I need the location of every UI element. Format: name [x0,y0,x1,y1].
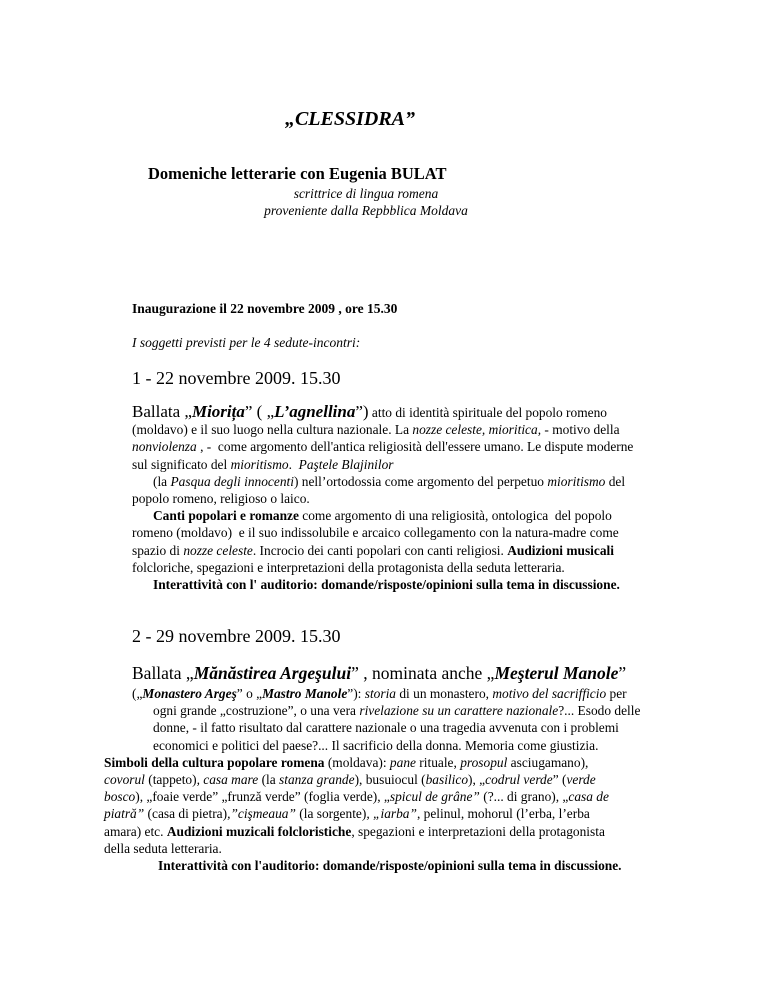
session-2-line: amara) etc. Audizioni muzicali folcloristiche, spegazioni e interpretazioni della protagonista [104,823,605,839]
session-2-line: Ballata „Mănăstirea Argeşului” , nominata anche „Meşterul Manole” [132,663,627,683]
session-2-line: („Monastero Argeş” o „Mastro Manole”): storia di un monastero, motivo del sacrifficio per [132,686,627,701]
session-2-line: bosco), „foaie verde” „frunză verde” (foglia verde), „spicul de grâne” (?... di grano), „casa de [104,789,609,805]
session-1-body [132,403,633,593]
session-2-heading: 2 - 29 novembre 2009. 15.30 [132,626,341,646]
session-2-line: piatră” (casa di pietra),”cişmeaua” (la sorgente), „iarba”, pelinul, mohorul (l’erba, l’erba [104,806,590,822]
session-1-line: Canti popolari e romanze come argomento di una religiosità, ontologica del popolo [153,508,612,524]
session-2-line: ogni grande „costruzione”, o una vera rivelazione su un carattere nazionale?... Esodo delle [153,703,641,719]
session-1-line: (la Pasqua degli innocenti) nell’ortodossia come argomento del perpetuo mioritismo del [153,473,626,489]
session-2-body [104,661,641,874]
author-description-line-1: scrittrice di lingua romena [293,186,439,201]
session-1-line: popolo romeno, religioso o laico. [132,491,310,507]
session-2-line: della seduta letteraria. [104,840,222,856]
session-1-line: Ballata „Miorița” ( „L’agnellina”) atto di identità spirituale del popolo romeno [132,402,607,421]
session-2-line: Simboli della cultura popolare romena (moldava): pane rituale, prosopul asciugamano), [104,754,589,770]
session-1-line: nonviolenza , - come argomento dell'antica religiosità dell'essere umano. Le dispute moderne [132,439,634,455]
session-2-line: Interattività con l'auditorio: domande/risposte/opinioni sulla tema in discussione. [158,858,622,874]
session-1-line: (moldavo) e il suo luogo nella cultura nazionale. La nozze celeste, mioritica, - motivo della [132,422,620,438]
session-1-heading: 1 - 22 novembre 2009. 15.30 [132,368,341,388]
session-2-line: donne, - il fatto risultato dal carattere nazionale o una tragedia avvenuta con i problemi [153,720,619,736]
session-1-line: spazio di nozze celeste. Incrocio dei canti popolari con canti religiosi. Audizioni musicali [132,542,614,558]
author-description-line-2: proveniente dalla Repbblica Moldava [264,203,468,218]
document-title: „CLESSIDRA” [284,108,416,130]
session-1-line: sul significato del mioritismo. Paştele Blajinilor [132,456,394,472]
session-1-line: Interattività con l' auditorio: domande/risposte/opinioni sulla tema in discussione. [153,577,620,593]
session-1-line: folcloriche, spegazioni e interpretazioni della protagonista della seduta letteraria. [132,559,565,575]
inauguration-date: Inaugurazione il 22 novembre 2009 , ore 15.30 [132,301,398,316]
session-1-line: romeno (moldavo) e il suo indissolubile e arcaico collegamento con la natura-madre come [132,525,619,541]
document-subtitle: Domeniche letterarie con Eugenia BULAT [148,164,447,183]
session-2-line: economici e politici del paese?... Il sacrificio della donna. Memoria come giustizia. [153,737,599,753]
session-2-line: covorul (tappeto), casa mare (la stanza grande), busuiocul (basilico), „codrul verde” (verde [104,772,596,788]
sessions-intro: I soggetti previsti per le 4 sedute-incontri: [132,335,361,350]
